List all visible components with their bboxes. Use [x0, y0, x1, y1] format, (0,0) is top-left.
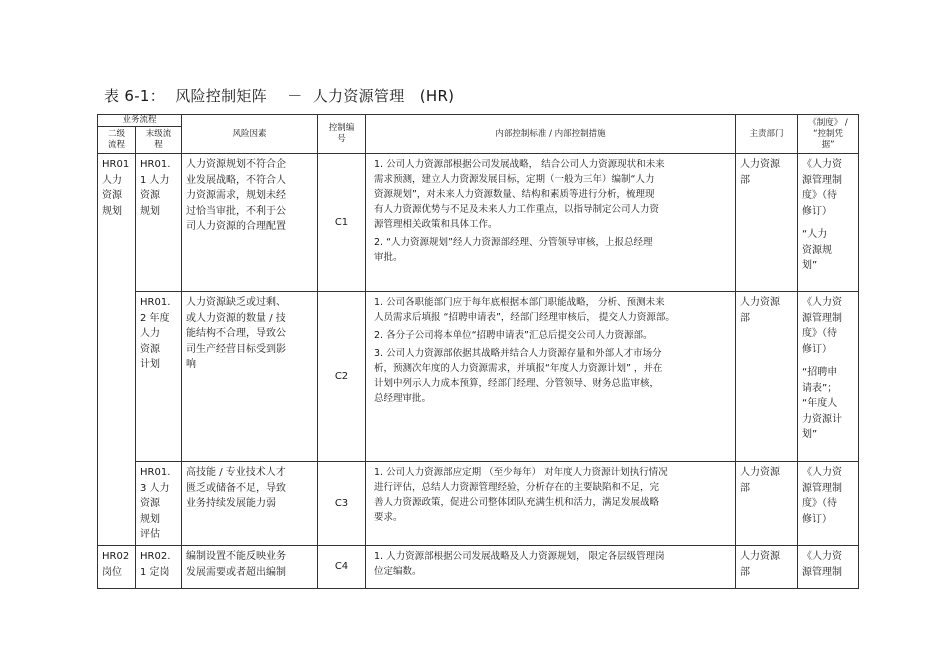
header-business-flow: 业务流程	[98, 115, 182, 127]
risk-cell: 人力资源规划不符合企 业发展战略，不符合人 力资源需求，规划未经 过恰当审批，不利于公 司人力资源的合理配置	[182, 154, 318, 292]
control-code: C2	[318, 292, 366, 462]
table-row	[98, 546, 859, 589]
header-measures: 内部控制标准 / 内部控制措施	[366, 115, 736, 154]
header-system: 《制度》 / “控制凭 据”	[798, 115, 859, 154]
control-code: C1	[318, 154, 366, 292]
control-evidence: “人力 资源规 划”	[802, 229, 833, 271]
level-end-cell: HR01. 3 人力 资源 规划 评估	[136, 462, 182, 546]
dept-cell: 人力资源 部	[736, 292, 798, 462]
risk-cell: 高技能 / 专业技术人才 匮乏或储备不足，导致 业务持续发展能力弱	[182, 462, 318, 546]
measure-text: 3. 公司人力资源部依据其战略并结合人力资源存量和外部人才市场分 析，预测次年度的人力资源需求，并填报“年度人力资源计划” ，并在 计划中列示人力成本预算，经部门经理、分管领导、财务总监审核， 总经理审批。	[374, 348, 663, 404]
header-risk: 风险因素	[182, 115, 318, 154]
dept-cell: 人力资源 部	[736, 462, 798, 546]
dept-cell: 人力资源 部	[736, 154, 798, 292]
table-row	[98, 154, 859, 292]
control-evidence: “招聘申 请表”； “年度人 力资源计 划”	[802, 367, 843, 440]
measure-text: 2. “人力资源规划”经人力资源部经理、分管领导审核，上报总经理 审批。	[374, 237, 653, 263]
measures-cell	[366, 546, 736, 589]
system-ref: 《人力资 源管理制 度》（待 修订）	[802, 159, 843, 217]
header-level2: 二级 流程	[98, 127, 136, 154]
system-ref: 《人力资 源管理制 度》（待 修订）	[802, 297, 843, 355]
level2-cell: HR01 人力 资源 规划	[98, 154, 136, 546]
dept-cell: 人力资源 部	[736, 546, 798, 589]
header-dept: 主责部门	[736, 115, 798, 154]
risk-control-matrix	[97, 114, 859, 589]
measures-cell	[366, 154, 736, 292]
table-row	[98, 462, 859, 546]
risk-cell: 编制设置不能反映业务 发展需要或者超出编制	[182, 546, 318, 589]
level2-cell: HR02 岗位	[98, 546, 136, 589]
measures-cell	[366, 462, 736, 546]
table-row	[98, 292, 859, 462]
page-title: 表 6-1： 风险控制矩阵 － 人力资源管理 (HR)	[104, 87, 455, 105]
system-cell	[798, 154, 859, 292]
control-code: C3	[318, 462, 366, 546]
header-control-no: 控制编 号	[318, 115, 366, 154]
system-cell	[798, 546, 859, 589]
measure-text: 1. 公司各职能部门应于每年底根据本部门职能战略， 分析、预测未来 人员需求后填报 “招聘申请表”，经部门经理审核后， 提交人力资源部。	[374, 297, 675, 323]
measure-text: 1. 公司人力资源部根据公司发展战略， 结合公司人力资源现状和未来 需求预测，建立人力资源发展目标，定期（一般为三年）编制“人力 资源规划”，对未来人力资源数量、结构和素质等进行分析，梳理现 有人力资源优势与不足及未来人力工作重点，以指导制定公司人力资 源管理相关政策和具体工作。	[374, 159, 665, 230]
measure-text: 1. 公司人力资源部应定期 （至少每年） 对年度人力资源计划执行情况 进行评估，总结人力资源管理经验，分析存在的主要缺陷和不足，完 善人力资源政策，促进公司整体团队充满生机和活力，满足发展战略 要求。	[374, 467, 668, 523]
measure-text: 2. 各分子公司将本单位“招聘申请表”汇总后提交公司人力资源部。	[374, 330, 653, 341]
level-end-cell: HR02. 1 定岗	[136, 546, 182, 589]
system-ref: 《人力资 源管理制	[802, 551, 843, 578]
system-ref: 《人力资 源管理制 度》（待 修订）	[802, 467, 843, 525]
measures-cell	[366, 292, 736, 462]
level-end-cell: HR01. 1 人力 资源 规划	[136, 154, 182, 292]
risk-cell: 人力资源缺乏或过剩、 或人力资源的数量 / 技 能结构不合理，导致公 司生产经营目标受到影 响	[182, 292, 318, 462]
header-level-end: 末级流 程	[136, 127, 182, 154]
system-cell	[798, 292, 859, 462]
system-cell	[798, 462, 859, 546]
control-code: C4	[318, 546, 366, 589]
level-end-cell: HR01. 2 年度 人力 资源 计划	[136, 292, 182, 462]
measure-text: 1. 人力资源部根据公司发展战略及人力资源规划， 限定各层级管理岗 位定编数。	[374, 551, 665, 577]
